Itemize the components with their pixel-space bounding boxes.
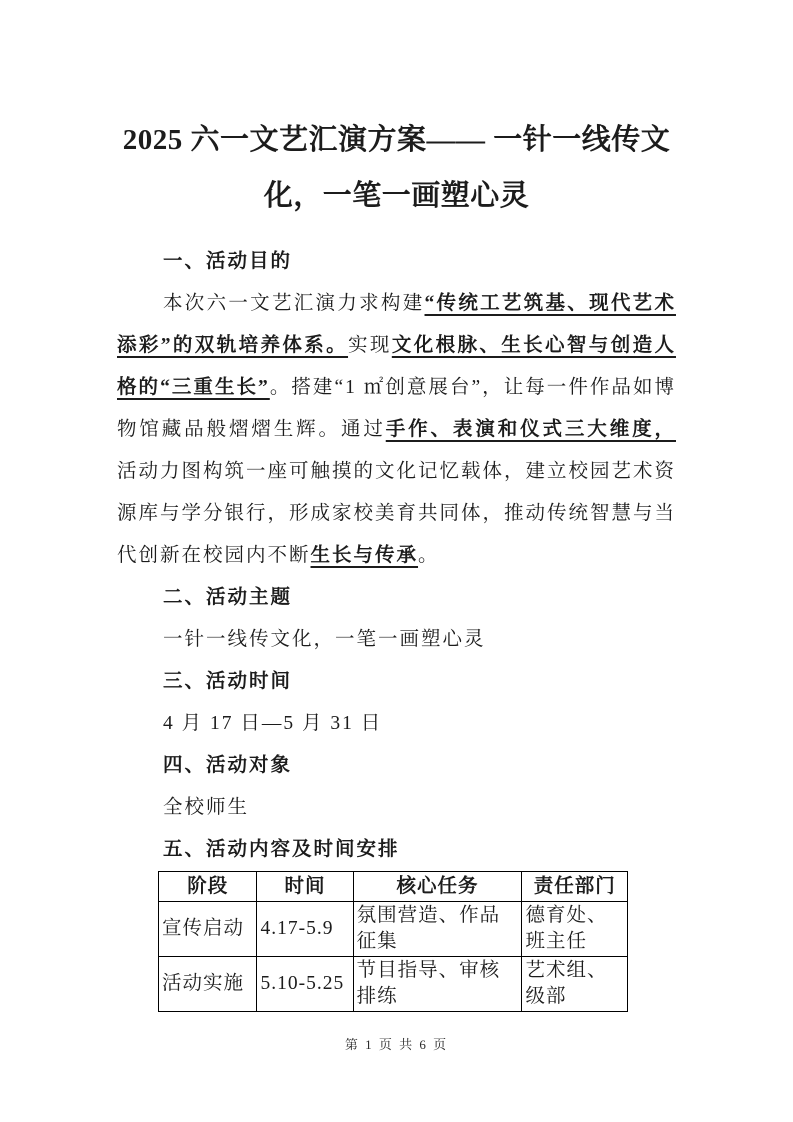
- table-cell: 活动实施: [159, 957, 257, 1012]
- table-header-cell: 责任部门: [522, 872, 628, 902]
- audience-text: 全校师生: [163, 797, 250, 818]
- table-cell: 德育处、班主任: [522, 902, 628, 957]
- section-heading-purpose: 一、活动目的: [163, 251, 293, 272]
- purpose-paragraph: [117, 283, 676, 577]
- table-cell: 节目指导、审核排练: [353, 957, 522, 1012]
- text-run-normal: 本次六一文艺汇演力求构建: [163, 293, 425, 314]
- table-header-cell: 核心任务: [353, 872, 522, 902]
- text-run-normal: 活动力图构筑一座可触摸的文化记忆载体，建立校园艺术资源库与学分银行，形成家校美育共同体，推动传统智慧与当代创新在校园内不断: [117, 461, 677, 566]
- time-text: 4 月 17 日—5 月 31 日: [163, 713, 383, 734]
- text-run-normal: 实现: [348, 335, 392, 356]
- page-number-indicator: 第 1 页 共 6 页: [344, 1037, 449, 1052]
- text-run-normal: 。: [418, 545, 440, 566]
- table-header-cell: 阶段: [159, 872, 257, 902]
- theme-text: 一针一线传文化，一笔一画塑心灵: [163, 629, 486, 650]
- table-cell: 5.10-5.25: [257, 957, 353, 1012]
- text-run-emphasis: 手作、表演和仪式三大维度，: [385, 419, 676, 440]
- text-run-normal: 。搭建“1 ㎡创意展台”，让每一件作品如博物馆藏品般熠熠生辉。通过: [117, 377, 676, 440]
- section-heading-schedule: 五、活动内容及时间安排: [163, 839, 400, 860]
- table-row: [159, 957, 628, 1012]
- table-header-cell: 时间: [257, 872, 353, 902]
- document-title-line-1: 2025 六一文艺汇演方案—— 一针一线传文: [122, 124, 671, 156]
- table-cell: 艺术组、级部: [522, 957, 628, 1012]
- table-cell: 氛围营造、作品征集: [353, 902, 522, 957]
- schedule-table-body: [159, 902, 628, 1012]
- text-run-emphasis: 文化根脉、生长心智与创造人格的“三重生长”: [117, 335, 676, 398]
- table-row: [159, 902, 628, 957]
- document-title: [117, 112, 676, 224]
- schedule-table: [158, 871, 628, 1012]
- document-title-line-2: 化，一笔一画塑心灵: [263, 180, 530, 212]
- section-heading-audience: 四、活动对象: [163, 755, 293, 776]
- text-run-emphasis: 生长与传承: [310, 545, 419, 566]
- schedule-table-header-row: [159, 872, 628, 902]
- document-body: [117, 241, 676, 1012]
- page-footer: [0, 1034, 793, 1053]
- text-run-emphasis: “传统工艺筑基、现代艺术添彩”的双轨培养体系。: [117, 293, 676, 356]
- section-heading-time: 三、活动时间: [163, 671, 293, 692]
- table-cell: 宣传启动: [159, 902, 257, 957]
- table-cell: 4.17-5.9: [257, 902, 353, 957]
- section-heading-theme: 二、活动主题: [163, 587, 293, 608]
